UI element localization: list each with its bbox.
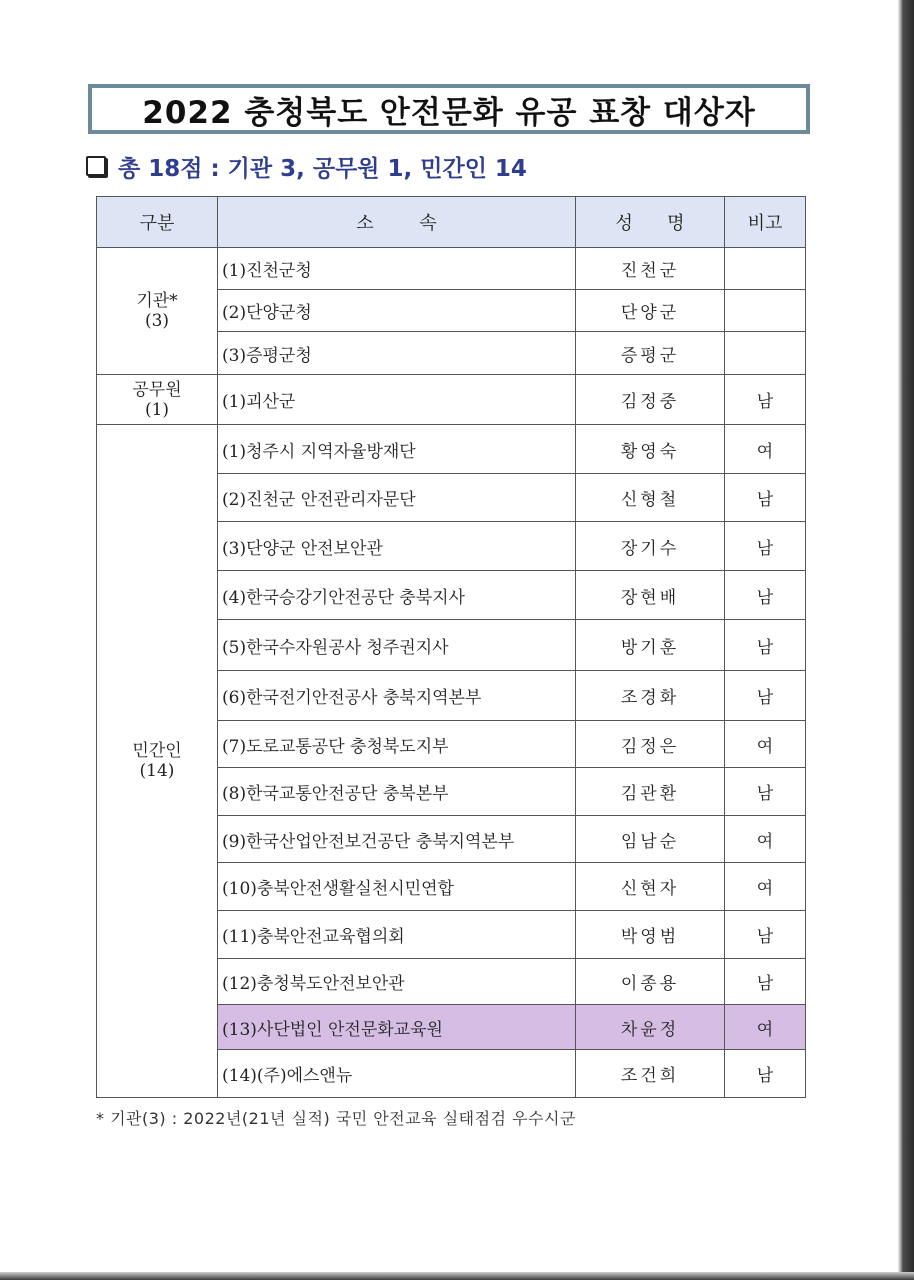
header-name: 성 명	[576, 197, 725, 248]
name-cell: 장기수	[576, 522, 725, 571]
category-label: 민간인	[132, 741, 182, 761]
name-cell: 신형철	[576, 474, 725, 522]
name-cell: 조건희	[576, 1050, 725, 1098]
note-cell: 여	[725, 721, 806, 768]
document-title-text: 2022 충청북도 안전문화 유공 표창 대상자	[142, 94, 756, 131]
note-cell	[725, 290, 806, 332]
affiliation-cell: (14)(주)에스앤뉴	[218, 1050, 576, 1098]
note-cell: 남	[725, 620, 806, 671]
note-cell: 남	[725, 571, 806, 620]
name-cell: 박영범	[576, 911, 725, 959]
affiliation-cell: (7)도로교통공단 충청북도지부	[218, 721, 576, 768]
header-category: 구분	[97, 197, 218, 248]
category-cell-institution	[97, 248, 218, 375]
name-cell: 김정중	[576, 375, 725, 425]
name-cell: 진천군	[576, 248, 725, 290]
affiliation-cell: (3)단양군 안전보안관	[218, 522, 576, 571]
affiliation-cell: (4)한국승강기안전공단 충북지사	[218, 571, 576, 620]
page-edge-shadow-bottom	[0, 1272, 914, 1280]
page-edge-shadow	[898, 0, 914, 1280]
name-cell: 증평군	[576, 332, 725, 375]
affiliation-cell: (1)괴산군	[218, 375, 576, 425]
table-row	[97, 425, 806, 474]
header-note: 비고	[725, 197, 806, 248]
affiliation-cell: (5)한국수자원공사 청주권지사	[218, 620, 576, 671]
name-cell: 임남순	[576, 816, 725, 863]
category-count: (1)	[144, 399, 170, 420]
note-cell: 여	[725, 425, 806, 474]
table-header-row	[97, 197, 806, 248]
summary-text: 총 18점 : 기관 3, 공무원 1, 민간인 14	[118, 155, 527, 182]
note-cell	[725, 332, 806, 375]
note-cell	[725, 248, 806, 290]
note-cell: 남	[725, 768, 806, 816]
note-cell: 남	[725, 474, 806, 522]
table-row	[97, 248, 806, 290]
affiliation-cell: (1)진천군청	[218, 248, 576, 290]
category-count: (14)	[139, 761, 175, 781]
name-cell: 이종용	[576, 959, 725, 1005]
affiliation-cell: (6)한국전기안전공사 충북지역본부	[218, 671, 576, 721]
affiliation-cell: (2)진천군 안전관리자문단	[218, 474, 576, 522]
name-cell: 장현배	[576, 571, 725, 620]
category-count: (3)	[144, 311, 170, 331]
note-cell: 남	[725, 911, 806, 959]
footnote: * 기관(3) : 2022년(21년 실적) 국민 안전교육 실태점검 우수시군	[96, 1109, 576, 1128]
affiliation-cell: (1)청주시 지역자율방재단	[218, 425, 576, 474]
name-cell: 조경화	[576, 671, 725, 721]
note-cell: 남	[725, 522, 806, 571]
note-cell: 여	[725, 1005, 806, 1050]
affiliation-cell: (2)단양군청	[218, 290, 576, 332]
name-cell: 신현자	[576, 863, 725, 911]
name-cell: 단양군	[576, 290, 725, 332]
checkbox-icon	[86, 156, 106, 176]
name-cell: 김정은	[576, 721, 725, 768]
affiliation-cell: (10)충북안전생활실천시민연합	[218, 863, 576, 911]
category-cell-official	[97, 375, 218, 425]
table-row	[97, 375, 806, 425]
note-cell: 남	[725, 959, 806, 1005]
note-cell: 남	[725, 671, 806, 721]
name-cell: 황영숙	[576, 425, 725, 474]
category-cell-civilian	[97, 425, 218, 1098]
category-label: 공무원	[132, 379, 182, 400]
note-cell: 여	[725, 863, 806, 911]
affiliation-cell: (13)사단법인 안전문화교육원	[218, 1005, 576, 1050]
affiliation-cell: (3)증평군청	[218, 332, 576, 375]
name-cell: 김관환	[576, 768, 725, 816]
name-cell: 방기훈	[576, 620, 725, 671]
note-cell: 남	[725, 1050, 806, 1098]
note-cell: 여	[725, 816, 806, 863]
name-cell: 차윤정	[576, 1005, 725, 1050]
category-label: 기관*	[136, 291, 178, 311]
summary-line	[86, 148, 527, 184]
awardee-table	[96, 196, 806, 1098]
affiliation-cell: (12)충청북도안전보안관	[218, 959, 576, 1005]
note-cell: 남	[725, 375, 806, 425]
affiliation-cell: (9)한국산업안전보건공단 충북지역본부	[218, 816, 576, 863]
affiliation-cell: (8)한국교통안전공단 충북본부	[218, 768, 576, 816]
document-title	[88, 84, 810, 134]
affiliation-cell: (11)충북안전교육협의회	[218, 911, 576, 959]
header-affiliation: 소 속	[218, 197, 576, 248]
